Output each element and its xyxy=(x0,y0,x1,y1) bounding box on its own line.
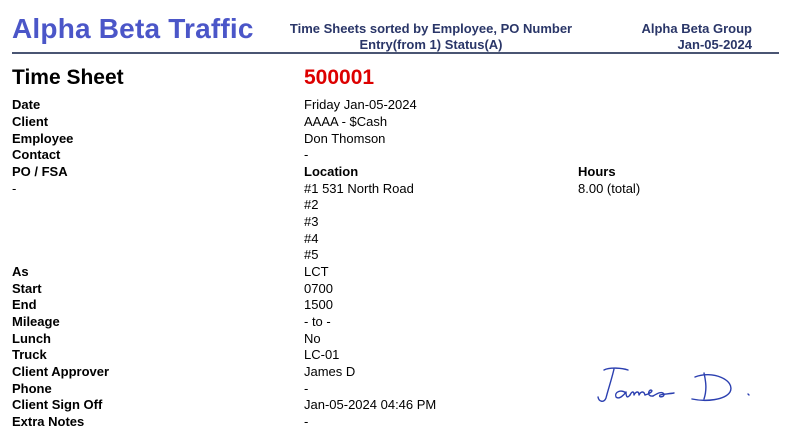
truck-label: Truck xyxy=(12,347,47,362)
location-item: #1 531 North Road xyxy=(304,181,414,196)
employee-label: Employee xyxy=(12,131,74,146)
lunch-value: No xyxy=(304,331,321,346)
start-value: 0700 xyxy=(304,281,333,296)
location-item: #5 xyxy=(304,247,319,262)
report-title-line-2: Entry(from 1) Status(A) xyxy=(359,37,503,52)
mileage-value: - to - xyxy=(304,314,331,329)
location-item: #3 xyxy=(304,214,319,229)
location-item: #2 xyxy=(304,197,319,212)
client-approver-label: Client Approver xyxy=(12,364,110,379)
hours-header: Hours xyxy=(578,164,616,179)
client-sign-off-value: Jan-05-2024 04:46 PM xyxy=(304,397,437,412)
end-value: 1500 xyxy=(304,297,333,312)
employee-value: Don Thomson xyxy=(304,131,386,146)
lunch-label: Lunch xyxy=(12,331,51,346)
po-fsa-label: PO / FSA xyxy=(12,164,68,179)
truck-value: LC-01 xyxy=(304,347,340,362)
location-item: #4 xyxy=(304,231,319,246)
location-header: Location xyxy=(304,164,359,179)
as-value: LCT xyxy=(304,264,329,279)
report-date: Jan-05-2024 xyxy=(677,37,752,52)
report-title xyxy=(270,21,592,53)
client-signature xyxy=(594,364,766,410)
po-fsa-value: - xyxy=(12,181,17,196)
date-value: Friday Jan-05-2024 xyxy=(304,97,417,112)
as-label: As xyxy=(12,264,29,279)
phone-value: - xyxy=(304,381,309,396)
end-label: End xyxy=(12,297,37,312)
report-title-line-1: Time Sheets sorted by Employee, PO Number xyxy=(289,21,573,36)
client-label: Client xyxy=(12,114,49,129)
client-approver-value: James D xyxy=(304,364,356,379)
extra-notes-label: Extra Notes xyxy=(12,414,85,429)
group-name: Alpha Beta Group xyxy=(641,21,752,36)
phone-label: Phone xyxy=(12,381,52,396)
date-label: Date xyxy=(12,97,41,112)
start-label: Start xyxy=(12,281,42,296)
extra-notes-value: - xyxy=(304,414,309,429)
group-info xyxy=(612,21,752,53)
hours-total: 8.00 (total) xyxy=(578,181,641,196)
client-value: AAAA - $Cash xyxy=(304,114,388,129)
contact-value: - xyxy=(304,147,309,162)
timesheet-title: Time Sheet xyxy=(12,66,124,89)
client-sign-off-label: Client Sign Off xyxy=(12,397,103,412)
mileage-label: Mileage xyxy=(12,314,60,329)
header-divider xyxy=(12,52,779,54)
company-brand: Alpha Beta Traffic xyxy=(12,13,254,44)
timesheet-number: 500001 xyxy=(304,66,375,89)
contact-label: Contact xyxy=(12,147,61,162)
